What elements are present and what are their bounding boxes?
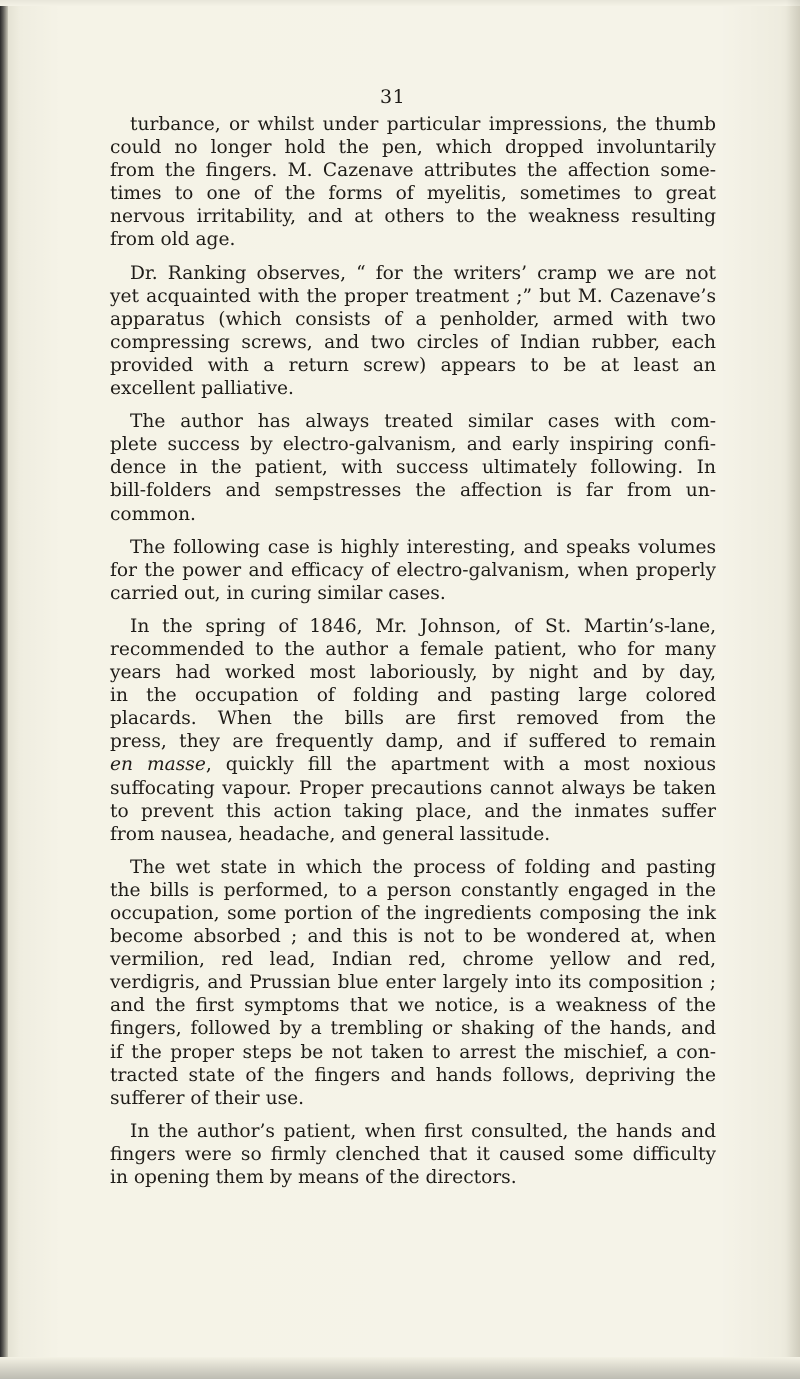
body-text bbox=[110, 113, 716, 1199]
text-line: carried out, in curing similar cases. bbox=[110, 582, 446, 604]
text-line: from the fingers. M. Cazenave attributes the affection some- bbox=[110, 160, 716, 182]
text-line: In the spring of 1846, Mr. Johnson, of St. Martin’s-lane, bbox=[130, 615, 716, 637]
text-line: from nausea, headache, and general lassitude. bbox=[110, 823, 551, 845]
text-line: In the author’s patient, when first consulted, the hands and bbox=[130, 1120, 716, 1142]
text-line: recommended to the author a female patient, who for many bbox=[110, 638, 716, 660]
paragraph bbox=[110, 1120, 716, 1189]
text-line: suffocating vapour. Proper precautions cannot always be taken bbox=[110, 777, 716, 799]
text-line: excellent palliative. bbox=[110, 378, 294, 400]
paragraph bbox=[110, 410, 716, 525]
text-line: could no longer hold the pen, which dropped involuntarily bbox=[110, 137, 716, 159]
text-line: bill-folders and sempstresses the affection is far from un- bbox=[110, 480, 716, 502]
text-line: en masse, quickly fill the apartment with a most noxious bbox=[110, 754, 716, 776]
text-line: fingers, followed by a trembling or shaking of the hands, and bbox=[110, 1018, 716, 1040]
text-line: become absorbed ; and this is not to be wondered at, when bbox=[110, 926, 716, 948]
text-line: and the first symptoms that we notice, is a weakness of the bbox=[110, 995, 716, 1017]
text-line: if the proper steps be not taken to arrest the mischief, a con- bbox=[110, 1041, 716, 1063]
text-line: provided with a return screw) appears to be at least an bbox=[110, 354, 716, 376]
text-line: in opening them by means of the directors. bbox=[110, 1167, 517, 1189]
page-top-edge bbox=[0, 0, 800, 6]
paragraph bbox=[110, 615, 716, 846]
paragraph bbox=[110, 856, 716, 1110]
text-line: compressing screws, and two circles of Indian rubber, each bbox=[110, 331, 716, 353]
text-line: apparatus (which consists of a penholder, armed with two bbox=[110, 308, 716, 330]
paragraph bbox=[110, 536, 716, 605]
text-line: tracted state of the fingers and hands follows, depriving the bbox=[110, 1064, 716, 1086]
text-line: to prevent this action taking place, and the inmates suffer bbox=[110, 800, 716, 822]
text-line: sufferer of their use. bbox=[110, 1087, 305, 1109]
text-line: nervous irritability, and at others to the weakness resulting bbox=[110, 206, 716, 228]
text-line: common. bbox=[110, 503, 196, 525]
page-binding-edge bbox=[0, 0, 8, 1379]
text-line: times to one of the forms of myelitis, sometimes to great bbox=[110, 183, 716, 205]
text-line: for the power and efficacy of electro-galvanism, when properly bbox=[110, 559, 716, 581]
text-line: in the occupation of folding and pasting large colored bbox=[110, 685, 716, 707]
text-line: The following case is highly interesting, and speaks volumes bbox=[130, 536, 716, 558]
text-line: the bills is performed, to a person constantly engaged in the bbox=[110, 879, 716, 901]
text-line: verdigris, and Prussian blue enter largely into its composition ; bbox=[110, 972, 716, 994]
paragraph bbox=[110, 113, 716, 252]
text-line: plete success by electro-galvanism, and early inspiring confi- bbox=[110, 434, 716, 456]
text-line: placards. When the bills are first removed from the bbox=[110, 708, 716, 730]
text-line: turbance, or whilst under particular impressions, the thumb bbox=[130, 114, 716, 135]
text-line: yet acquainted with the proper treatment ;” but M. Cazenave’s bbox=[110, 285, 716, 307]
text-line: press, they are frequently damp, and if suffered to remain bbox=[110, 731, 716, 753]
text-line: vermilion, red lead, Indian red, chrome yellow and red, bbox=[110, 949, 716, 971]
page-right-shadow bbox=[786, 0, 800, 1379]
text-line: The author has always treated similar cases with com- bbox=[130, 411, 716, 433]
text-line: The wet state in which the process of folding and pasting bbox=[130, 856, 716, 878]
text-line: Dr. Ranking observes, “ for the writers’ cramp we are not bbox=[130, 262, 716, 284]
text-line: occupation, some portion of the ingredients composing the ink bbox=[110, 903, 716, 924]
text-line: dence in the patient, with success ultimately following. In bbox=[110, 457, 716, 479]
text-line: fingers were so firmly clenched that it caused some difficulty bbox=[110, 1143, 716, 1165]
page-number: 31 bbox=[380, 86, 406, 108]
page-bottom-edge bbox=[0, 1357, 800, 1379]
text-line: years had worked most laboriously, by night and by day, bbox=[110, 662, 716, 684]
paragraph bbox=[110, 262, 716, 401]
text-line: from old age. bbox=[110, 229, 236, 251]
